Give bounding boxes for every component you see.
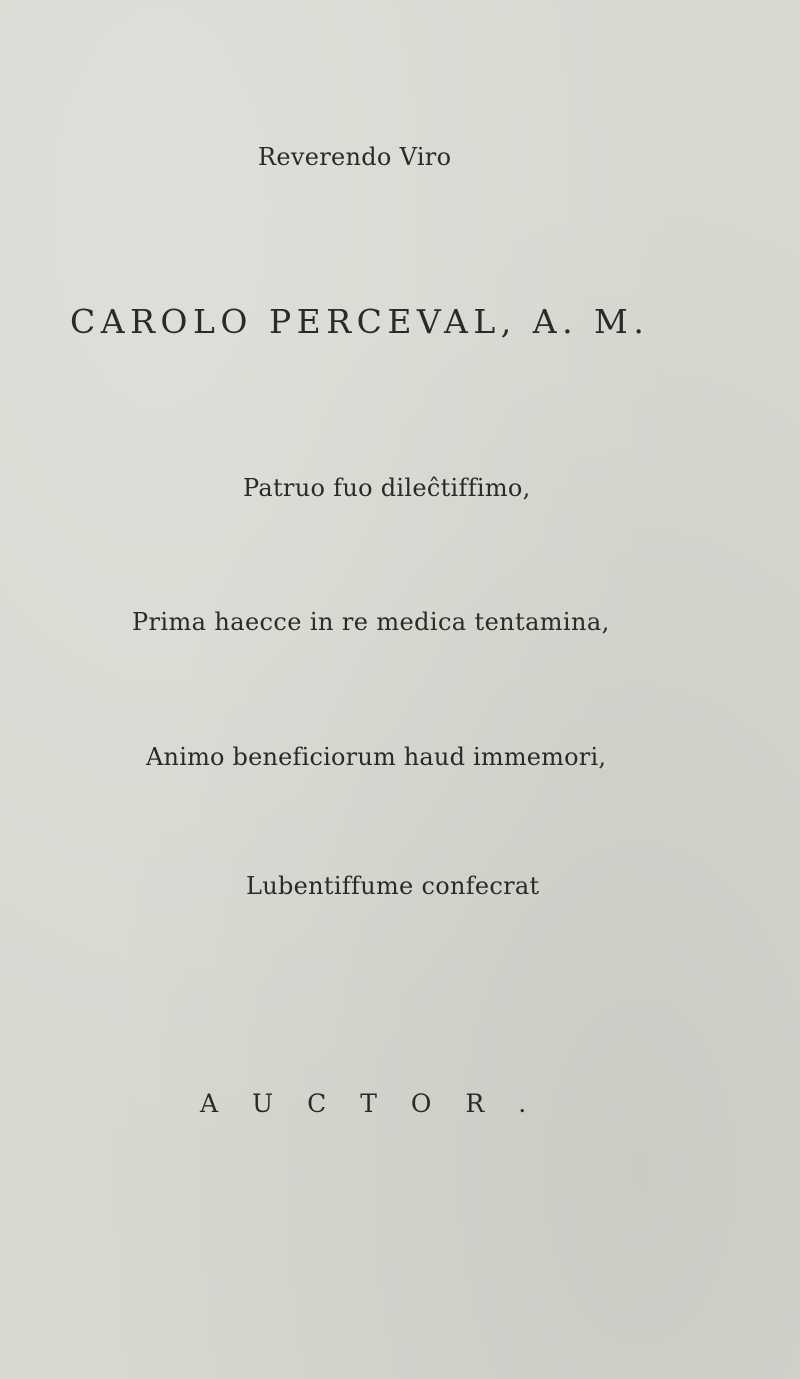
author-signature: AUCTOR. [200, 1089, 561, 1118]
dedication-relation: Patruo fuo dileĉtiffimo, [243, 474, 531, 502]
dedication-text-line-3: Lubentiffume confecrat [246, 872, 540, 900]
dedicatee-name: CAROLO PERCEVAL, A. M. [70, 302, 650, 341]
dedication-salutation: Reverendo Viro [258, 143, 452, 171]
dedication-text-line-1: Prima haecce in re medica tentamina, [132, 608, 610, 636]
dedication-text-line-2: Animo beneficiorum haud immemori, [146, 743, 607, 771]
